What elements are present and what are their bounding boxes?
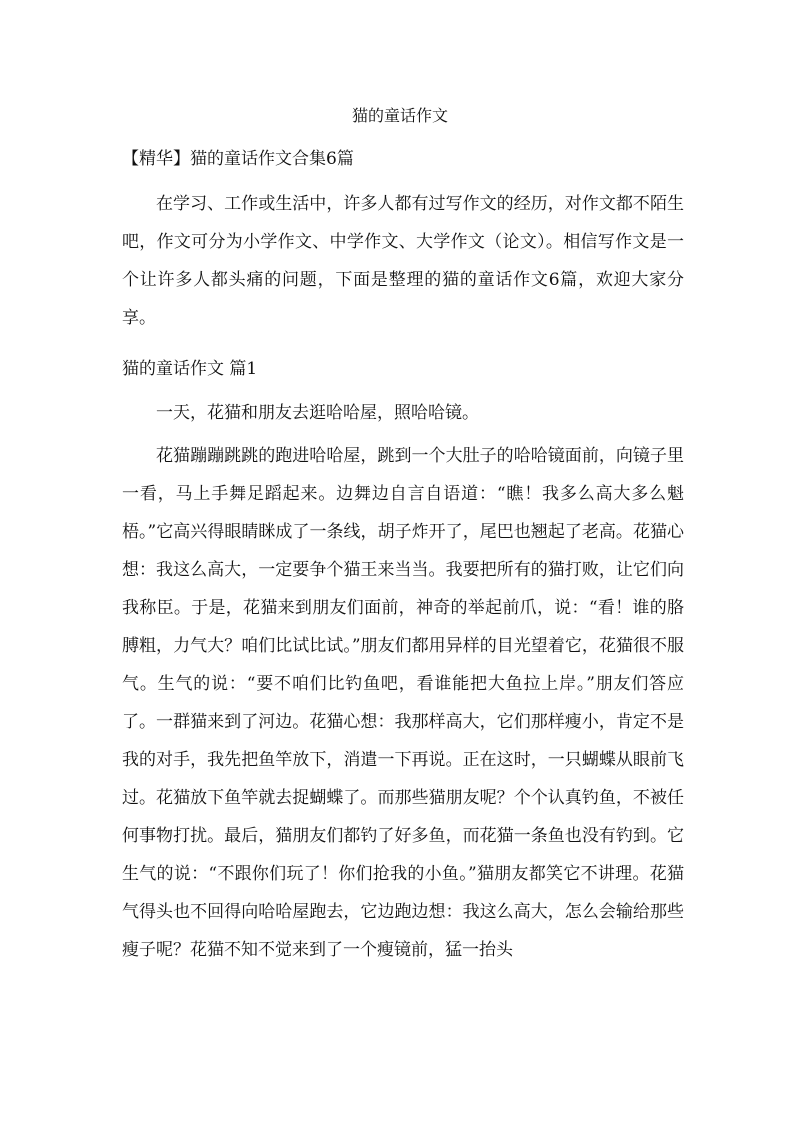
story-paragraph-1: 一天，花猫和朋友去逛哈哈屋，照哈哈镜。	[156, 403, 479, 423]
intro-paragraph: 在学习、工作或生活中，许多人都有过写作文的经历，对作文都不陌生吧，作文可分为小学作文、中学作文、大学作文（论文）。相信写作文是一个让许多人都头痛的问题，下面是整理的猫的童话作文6篇，欢迎大家分享。	[122, 194, 684, 328]
story-paragraph-2: 花猫蹦蹦跳跳的跑进哈哈屋，跳到一个大肚子的哈哈镜面前，向镜子里一看，马上手舞足蹈起来。边舞边自言自语道：“瞧！我多么高大多么魁梧。”它高兴得眼睛眯成了一条线，胡子炸开了，尾巴也翘起了老高。花猫心想：我这么高大，一定要争个猫王来当当。我要把所有的猫打败，让它们向我称臣。于是，花猫来到朋友们面前，神奇的举起前爪，说：“看！谁的胳膊粗，力气大？咱们比试比试。”朋友们都用异样的目光望着它，花猫很不服气。生气的说：“要不咱们比钓鱼吧，看谁能把大鱼拉上岸。”朋友们答应了。一群猫来到了河边。花猫心想：我那样高大，它们那样瘦小，肯定不是我的对手，我先把鱼竿放下，消遣一下再说。正在这时，一只蝴蝶从眼前飞过。花猫放下鱼竿就去捉蝴蝶了。而那些猫朋友呢？个个认真钓鱼，不被任何事物打扰。最后，猫朋友们都钓了好多鱼，而花猫一条鱼也没有钓到。它生气的说：“不跟你们玩了！你们抢我的小鱼。”猫朋友都笑它不讲理。花猫气得头也不回得向哈哈屋跑去，它边跑边想：我这么高大，怎么会输给那些瘦子呢？花猫不知不觉来到了一个瘦镜前，猛一抬头	[122, 446, 684, 960]
document-subtitle: 【精华】猫的童话作文合集6篇	[122, 149, 354, 169]
document-title: 猫的童话作文	[351, 106, 448, 125]
section-heading: 猫的童话作文 篇1	[122, 359, 258, 379]
